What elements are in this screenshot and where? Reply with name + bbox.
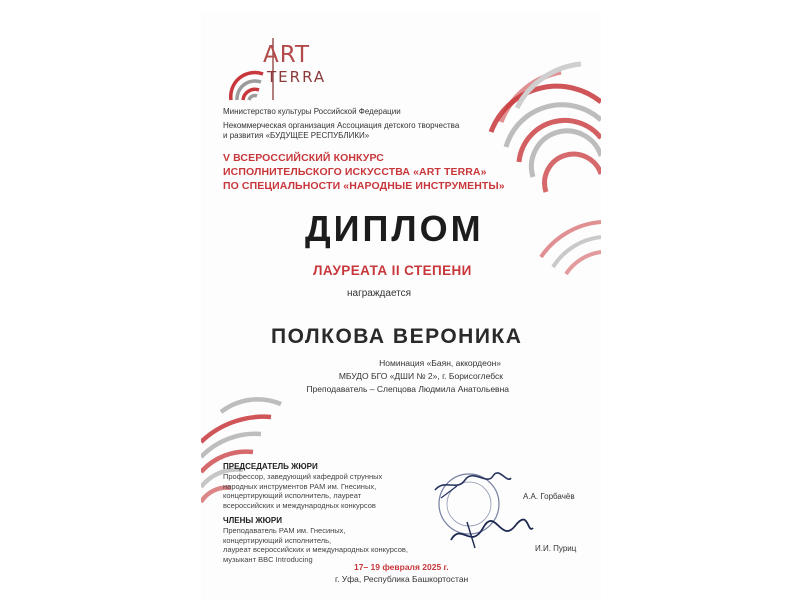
chair-signature-name: А.А. Горбачёв	[523, 492, 575, 501]
diploma-page	[201, 12, 601, 600]
jury-chair-line: всероссийских и международных конкурсов	[223, 500, 376, 510]
ministry-text: Министерство культуры Российской Федерации	[223, 107, 401, 116]
contest-title-line3: ПО СПЕЦИАЛЬНОСТИ «НАРОДНЫЕ ИНСТРУМЕНТЫ»	[223, 180, 505, 192]
organization-line1: Некоммерческая организация Ассоциация детского творчества	[223, 121, 460, 130]
organization-line2: и развития «БУДУЩЕЕ РЕСПУБЛИКИ»	[223, 131, 370, 140]
jury-member-line: музыкант BBC Introducing	[223, 554, 313, 564]
jury-member-line: Преподаватель РАМ им. Гнесиных,	[223, 526, 346, 535]
recipient-name: ПОЛКОВА ВЕРОНИКА	[271, 325, 523, 348]
school-text: МБУДО БГО «ДШИ № 2», г. Борисоглебск	[338, 371, 503, 381]
stamp-signature	[427, 462, 537, 562]
jury-chair-heading: ПРЕДСЕДАТЕЛЬ ЖЮРИ	[223, 462, 318, 471]
laureate-degree: ЛАУРЕАТА II СТЕПЕНИ	[313, 263, 472, 278]
jury-member-line: концертирующий исполнитель,	[223, 535, 332, 545]
contest-title-line1: V ВСЕРОССИЙСКИЙ КОНКУРС	[223, 152, 384, 164]
diploma-title: ДИПЛОМ	[305, 208, 484, 249]
event-date: 17– 19 февраля 2025 г.	[354, 562, 449, 572]
nomination-text: Номинация «Баян, аккордеон»	[379, 358, 501, 368]
awarded-text: награждается	[347, 288, 412, 299]
event-city: г. Уфа, Республика Башкортостан	[335, 574, 469, 584]
jury-member-line: лауреат всероссийских и международных конкурсов,	[223, 545, 408, 554]
teacher-text: Преподаватель – Слепцова Людмила Анатольевна	[306, 384, 509, 394]
jury-chair-line: концертирующий исполнитель, лауреат	[223, 491, 362, 500]
jury-members-heading: ЧЛЕНЫ ЖЮРИ	[223, 516, 282, 525]
logo-terra-text: TERRA	[267, 68, 327, 86]
logo-art-text: ART	[263, 42, 311, 68]
contest-title-line2: ИСПОЛНИТЕЛЬСКОГО ИСКУССТВА «ART TERRA»	[223, 166, 487, 178]
jury-chair-line: народных инструментов РАМ им. Гнесиных,	[223, 481, 377, 491]
jury-chair-line: Профессор, заведующий кафедрой струнных	[223, 472, 383, 481]
member-signature-name: И.И. Пуриц	[535, 544, 577, 553]
